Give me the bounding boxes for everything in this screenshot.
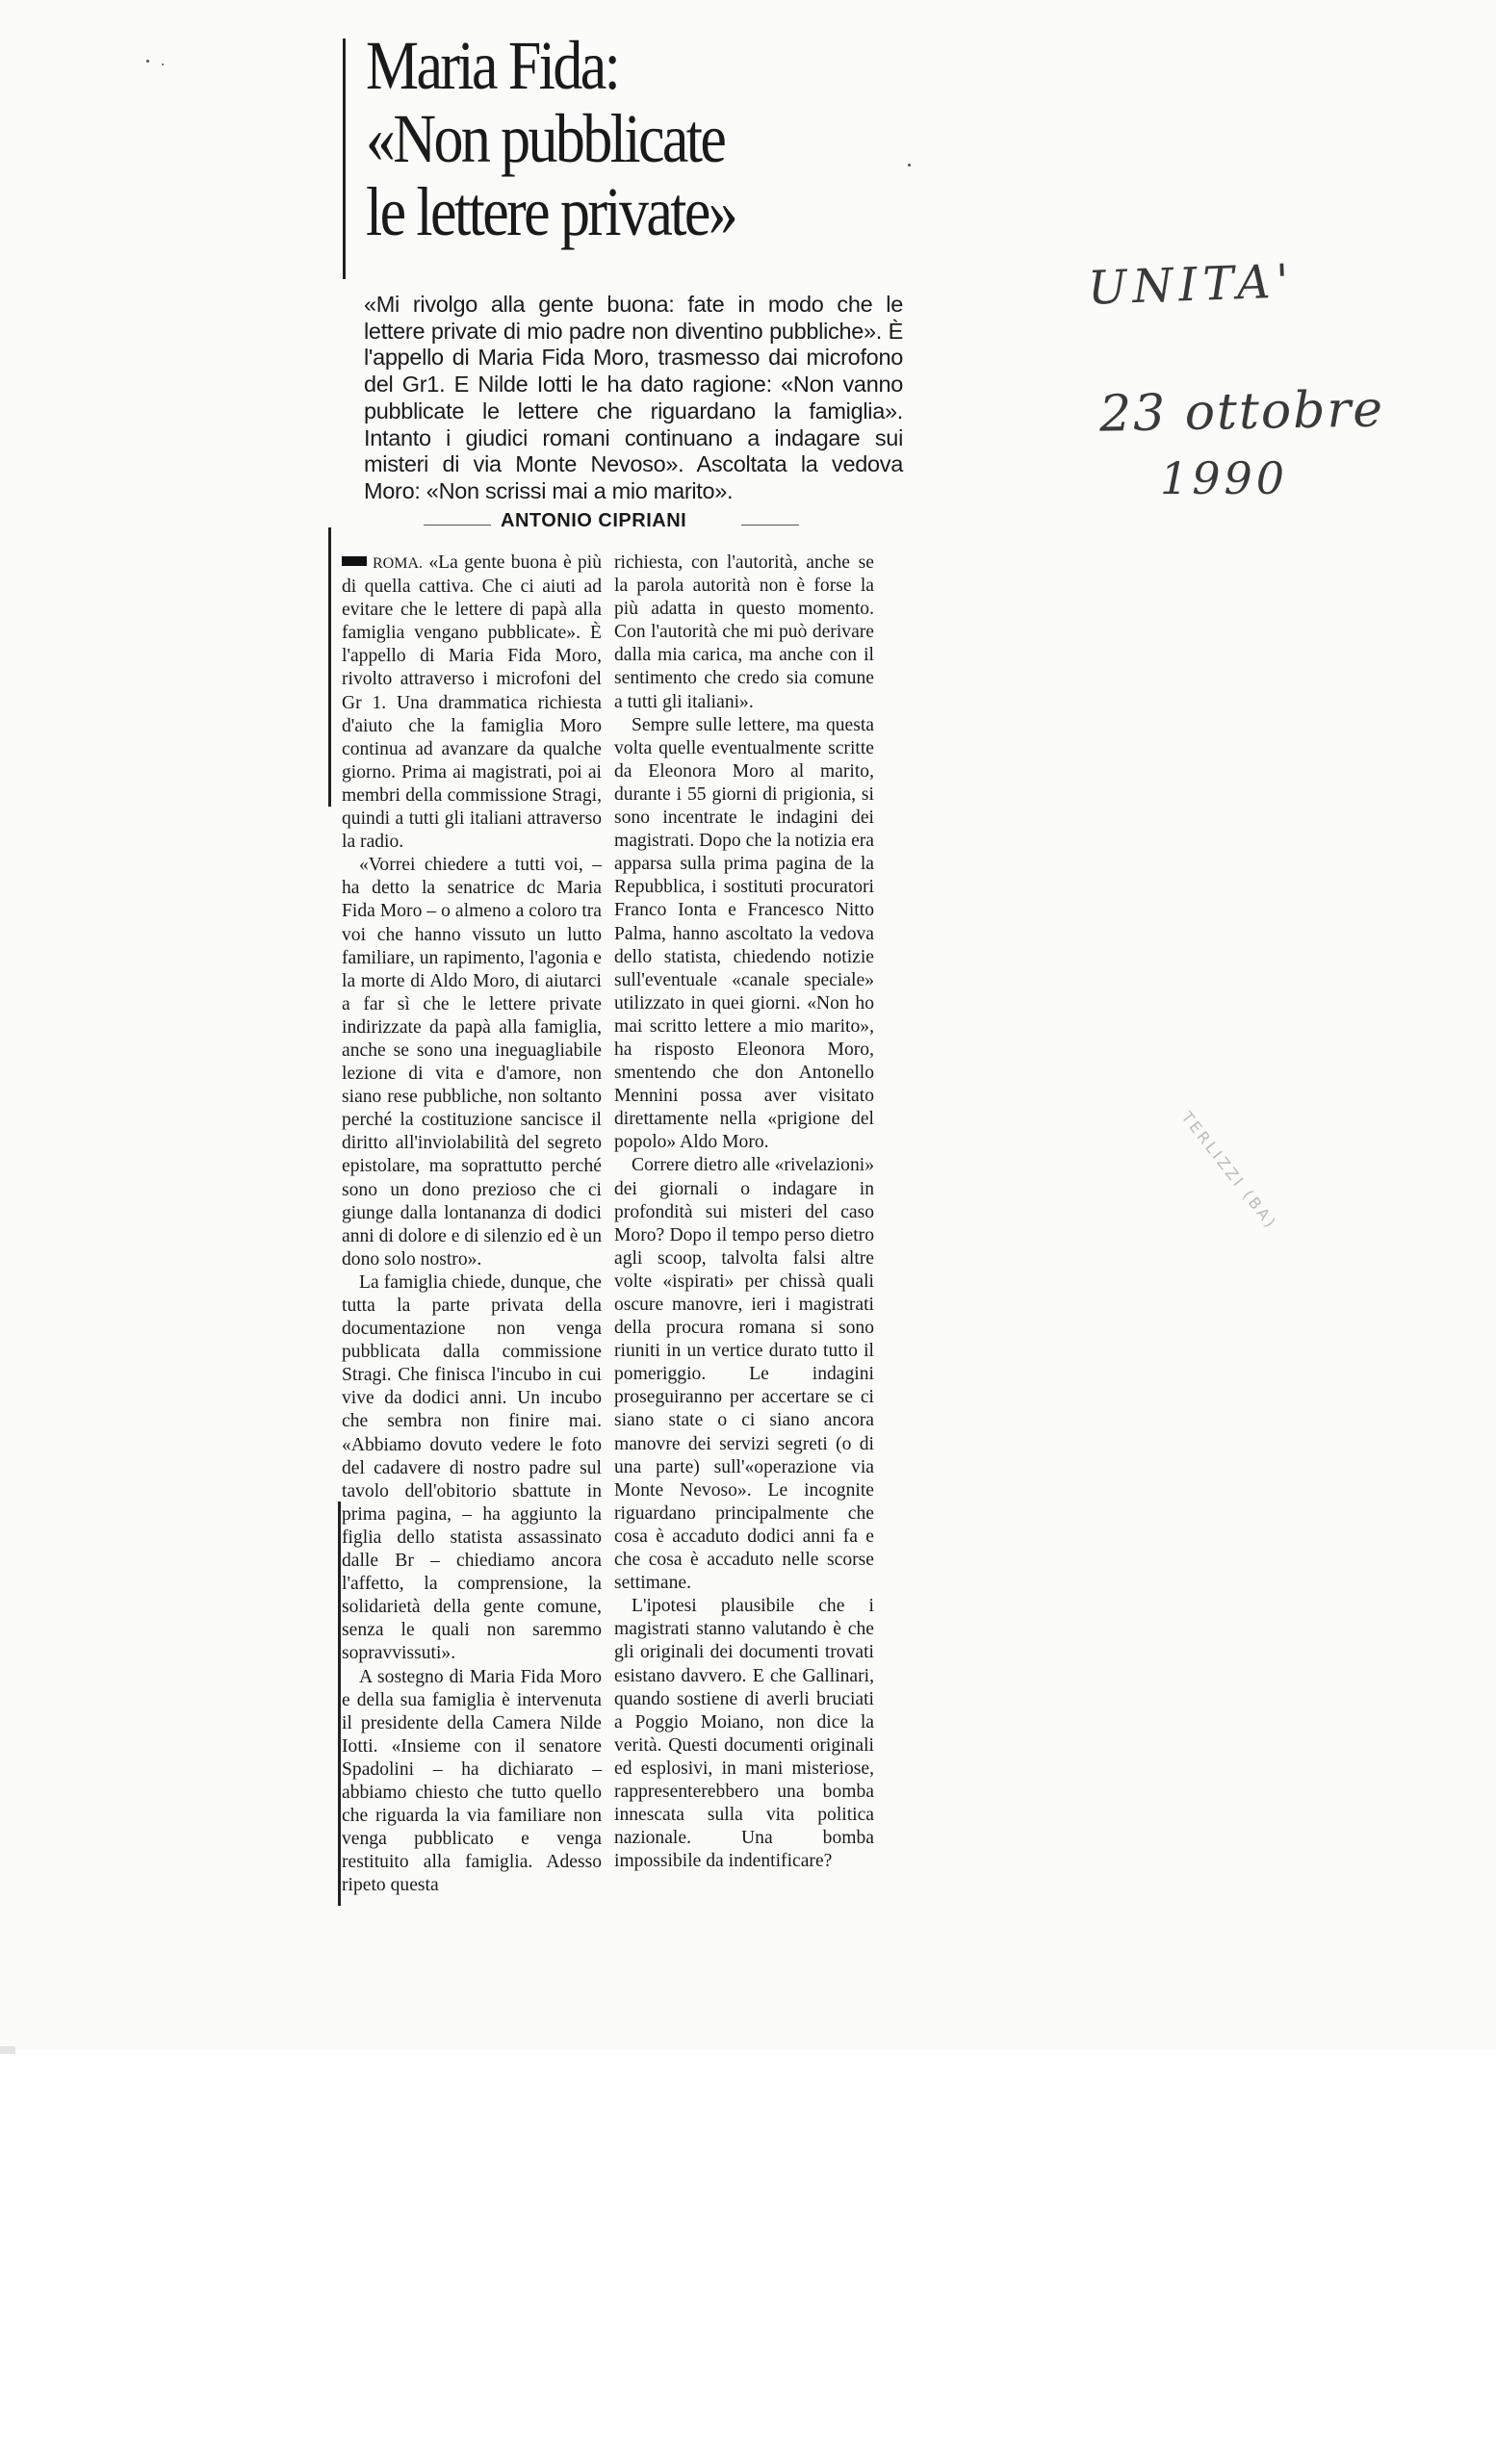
dateline: ROMA.: [373, 555, 424, 572]
headline: [366, 29, 879, 248]
article-paragraph: [342, 552, 602, 854]
headline-line-1: Maria Fida:: [366, 27, 619, 104]
handwritten-date: 23 ottobre: [1098, 380, 1385, 444]
article-paragraph: La famiglia chiede, dunque, che tutta la parte privata della documentazione non venga pubblicata dalla commissione Stragi. Che finisca l'incubo in cui vive da dodici anni. Un incubo che sembra non finire mai. «Abbiamo dovuto vedere le foto del cadavere di nostro padre sul tavolo dell'obitorio sbattute in prima pagina, – ha aggiunto la figlia dello statista assassinato dalle Br – chiediamo ancora l'affetto, la comprensione, la solidarietà della gente comune, senza le quali non saremmo sopravvissuti».: [342, 1271, 602, 1664]
article-paragraph: Sempre sulle lettere, ma questa volta quelle eventualmente scritte da Eleonora Moro al marito, durante i 55 giorni di prigionia, si sono incentrate le indagini dei magistrati. Dopo che la notizia era apparsa sulla prima pagina de la Repubblica, i sostituti procuratori Franco Ionta e Francesco Nitto Palma, hanno ascoltato la vedova dello statista, chiedendo notizie sull'eventuale «canale speciale» utilizzato in quei giorni. «Non ho mai scritto lettere a mio marito», ha risposto Eleonora Moro, smentendo che don Antonello Mennini possa aver visitato direttamente nella «prigione del popolo» Aldo Moro.: [614, 714, 874, 1153]
article-paragraph: L'ipotesi plausibile che i magistrati stanno valutando è che gli originali dei documenti trovati esistano davvero. E che Gallinari, quando sostiene di averli bruciati a Poggio Moiano, non dice la verità. Questi documenti originali ed esplosivi, in mani misteriose, rappresenterebbero una bomba innescata sulla vita politica nazionale. Una bomba impossibile da indentificare?: [614, 1596, 874, 1872]
lede: «Mi rivolgo alla gente buona: fate in modo che le lettere private di mio padre non diventino pubbliche». È l'appello di Maria Fida Moro, trasmesso dai microfono del Gr1. E Nilde Iotti le ha dato ragione: «Non vanno pubblicate le lettere che riguardano la famiglia». Intanto i giudici romani continuano a indagare sui misteri di via Monte Nevoso». Ascoltata la vedova Moro: «Non scrissi mai a mio marito».: [364, 292, 903, 503]
clipping-rule-mid: [328, 527, 331, 807]
handwritten-source: UNITA': [1087, 254, 1296, 316]
article-column-1: [342, 552, 602, 1897]
stamp-line-2: TERLIZZI (BA): [1177, 1108, 1281, 1233]
clipping-rule-low: [338, 1502, 341, 1906]
paragraph-text: «La gente buona è più di quella cattiva. Che ci aiuti ad evitare che le lettere di papà alla famiglia vengano pubblicate». È l'appello di Maria Fida Moro, rivolto attraverso i microfoni del Gr 1. Una drammatica richiesta d'aiuto che la famiglia Moro continua ad avanzare da qualche giorno. Prima ai magistrati, poi ai membri della commissione Stragi, quindi a tutti gli italiani attraverso la radio.: [342, 552, 602, 853]
article-paragraph: A sostegno di Maria Fida Moro e della sua famiglia è intervenuta il presidente della Camera Nilde Iotti. «Insieme con il senatore Spadolini – ha dichiarato – abbiamo chiesto che tutto quello che riguarda la via familiare non venga pubblicato e venga restituito alla famiglia. Adesso ripeto questa: [342, 1666, 602, 1896]
article-paragraph: «Vorrei chiedere a tutti voi, – ha detto la senatrice dc Maria Fida Moro – o almeno a coloro tra voi che hanno vissuto un lutto familiare, un rapimento, l'agonia e la morte di Aldo Moro, di aiutarci a far sì che le lettere private indirizzate da papà alla famiglia, anche se sono una ineguagliabile lezione di vita e d'amore, non siano rese pubbliche, non soltanto perché la costituzione sancisce il diritto all'inviolabilità del segreto epistolare, ma soprattutto perché sono un dono prezioso che ci giunge dalla lontananza di dodici anni di dolore e di silenzio ed è un dono solo nostro».: [342, 855, 602, 1270]
article-paragraph: richiesta, con l'autorità, anche se la parola autorità non è forse la più adatta in questo momento. Con l'autorità che mi può derivare dalla mia carica, ma anche con il sentimento che credo sia comune a tutti gli italiani».: [614, 552, 874, 712]
handwritten-year: 1990: [1160, 452, 1289, 504]
byline-rule-left: [424, 525, 491, 526]
article-paragraph: Correre dietro alle «rivelazioni» dei giornali o indagare in profondità sui misteri del caso Moro? Dopo il tempo perso dietro agli scoop, talvolta falsi altre volte «ispirati» per chissà quali oscure manovre, ieri i magistrati della procura romana si sono riuniti in un vertice durato tutto il pomeriggio. Le indagini proseguiranno per accertare se ci siano state o ci siano ancora manovre dei servizi segreti (o di una parte) sull'«operazione via Monte Nevoso». Le incognite riguardano principalmente che cosa è accaduto dodici anni fa e che cosa è accaduto nelle scorse settimane.: [614, 1155, 874, 1594]
dateline-marker: [342, 556, 367, 566]
clipping-rule-top: [343, 38, 346, 279]
scan-edge: [0, 2046, 15, 2054]
headline-line-3: le lettere private»: [366, 173, 736, 250]
byline: ANTONIO CIPRIANI: [501, 510, 687, 531]
byline-rule-right: [741, 525, 799, 526]
headline-line-2: «Non pubblicate: [366, 100, 725, 177]
article-column-2: [614, 552, 874, 1873]
